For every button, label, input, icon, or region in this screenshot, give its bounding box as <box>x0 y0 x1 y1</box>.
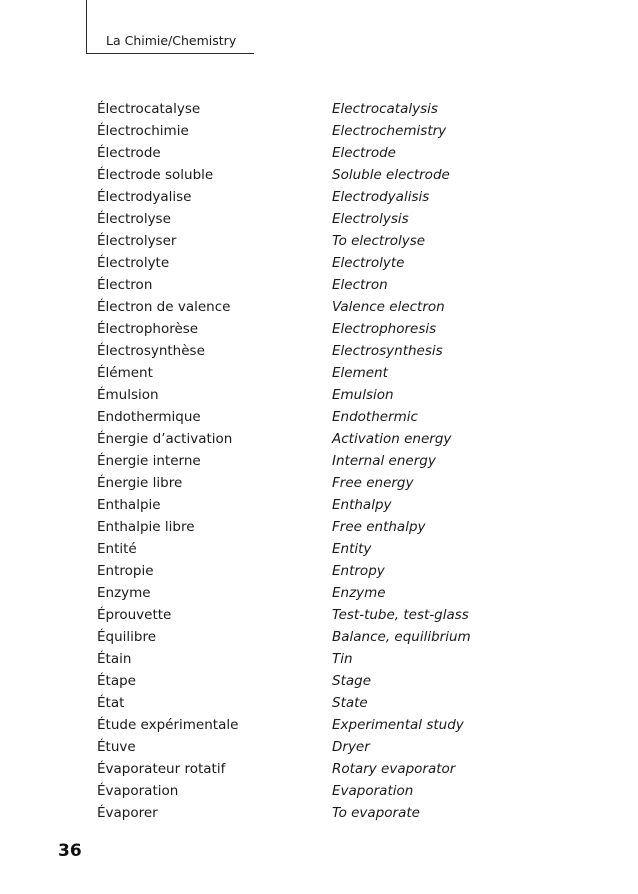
glossary-entry <box>0 98 638 120</box>
english-term: Endothermic <box>332 409 418 425</box>
english-term: Free enthalpy <box>332 519 426 535</box>
french-term: Évaporateur rotatif <box>97 761 226 777</box>
english-term: Electrolyte <box>332 255 405 271</box>
glossary-entry <box>0 560 638 582</box>
glossary-entry <box>0 340 638 362</box>
glossary-entry <box>0 494 638 516</box>
glossary-entry <box>0 692 638 714</box>
glossary-entry <box>0 208 638 230</box>
glossary-entry <box>0 626 638 648</box>
glossary-entry <box>0 582 638 604</box>
glossary-entry <box>0 142 638 164</box>
french-term: Électrolyte <box>97 255 170 271</box>
english-term: Entity <box>332 541 372 557</box>
english-term: Electrodyalisis <box>332 189 430 205</box>
glossary-entry <box>0 318 638 340</box>
french-term: Électrosynthèse <box>97 343 205 359</box>
english-term: Valence electron <box>332 299 445 315</box>
english-term: Free energy <box>332 475 414 491</box>
english-term: Entropy <box>332 563 385 579</box>
english-term: Dryer <box>332 739 370 755</box>
glossary-entry <box>0 714 638 736</box>
glossary-entry <box>0 604 638 626</box>
french-term: Énergie libre <box>97 475 183 491</box>
english-term: Evaporation <box>332 783 414 799</box>
french-term: Enthalpie <box>97 497 161 513</box>
french-term: Électron <box>97 277 153 293</box>
french-term: Entropie <box>97 563 154 579</box>
french-term: Évaporer <box>97 805 158 821</box>
french-term: Entité <box>97 541 137 557</box>
french-term: Étain <box>97 651 132 667</box>
english-term: Electrochemistry <box>332 123 447 139</box>
glossary-list <box>0 98 638 824</box>
english-term: Element <box>332 365 388 381</box>
french-term: Enzyme <box>97 585 151 601</box>
french-term: Énergie d’activation <box>97 431 233 447</box>
english-term: Enthalpy <box>332 497 392 513</box>
french-term: Électrode soluble <box>97 167 214 183</box>
english-term: Electrophoresis <box>332 321 437 337</box>
glossary-entry <box>0 186 638 208</box>
glossary-entry <box>0 780 638 802</box>
french-term: Élément <box>97 365 153 381</box>
glossary-entry <box>0 120 638 142</box>
glossary-entry <box>0 538 638 560</box>
glossary-entry <box>0 274 638 296</box>
english-term: Emulsion <box>332 387 394 403</box>
glossary-entry <box>0 252 638 274</box>
header-vertical-rule <box>86 0 87 54</box>
french-term: État <box>97 695 125 711</box>
glossary-entry <box>0 296 638 318</box>
english-term: State <box>332 695 368 711</box>
english-term: Stage <box>332 673 372 689</box>
french-term: Électrophorèse <box>97 321 199 337</box>
english-term: Electrode <box>332 145 396 161</box>
french-term: Étuve <box>97 739 136 755</box>
glossary-entry <box>0 384 638 406</box>
glossary-entry <box>0 670 638 692</box>
english-term: Experimental study <box>332 717 464 733</box>
english-term: Balance, equilibrium <box>332 629 471 645</box>
glossary-entry <box>0 648 638 670</box>
glossary-entry <box>0 428 638 450</box>
english-term: Rotary evaporator <box>332 761 456 777</box>
french-term: Équilibre <box>97 629 157 645</box>
english-term: To evaporate <box>332 805 420 821</box>
english-term: Electrosynthesis <box>332 343 443 359</box>
english-term: Tin <box>332 651 353 667</box>
english-term: Enzyme <box>332 585 386 601</box>
glossary-entry <box>0 406 638 428</box>
running-title: La Chimie/Chemistry <box>106 33 237 48</box>
header-horizontal-rule <box>86 53 254 54</box>
page-number: 36 <box>58 841 82 861</box>
french-term: Étape <box>97 673 136 689</box>
english-term: Electron <box>332 277 388 293</box>
english-term: Soluble electrode <box>332 167 450 183</box>
glossary-entry <box>0 362 638 384</box>
glossary-entry <box>0 736 638 758</box>
glossary-entry <box>0 758 638 780</box>
french-term: Émulsion <box>97 387 159 403</box>
glossary-entry <box>0 230 638 252</box>
english-term: Electrolysis <box>332 211 409 227</box>
glossary-entry <box>0 164 638 186</box>
french-term: Énergie interne <box>97 453 201 469</box>
french-term: Évaporation <box>97 783 179 799</box>
glossary-entry <box>0 450 638 472</box>
french-term: Électrochimie <box>97 123 189 139</box>
french-term: Électrocatalyse <box>97 101 201 117</box>
french-term: Électrolyser <box>97 233 177 249</box>
french-term: Électrolyse <box>97 211 171 227</box>
english-term: To electrolyse <box>332 233 426 249</box>
french-term: Électrode <box>97 145 161 161</box>
english-term: Activation energy <box>332 431 452 447</box>
french-term: Endothermique <box>97 409 201 425</box>
english-term: Test-tube, test-glass <box>332 607 469 623</box>
english-term: Internal energy <box>332 453 436 469</box>
french-term: Étude expérimentale <box>97 717 239 733</box>
french-term: Enthalpie libre <box>97 519 195 535</box>
glossary-entry <box>0 516 638 538</box>
french-term: Éprouvette <box>97 607 172 623</box>
english-term: Electrocatalysis <box>332 101 438 117</box>
french-term: Électrodyalise <box>97 189 192 205</box>
french-term: Électron de valence <box>97 299 231 315</box>
glossary-entry <box>0 802 638 824</box>
glossary-entry <box>0 472 638 494</box>
